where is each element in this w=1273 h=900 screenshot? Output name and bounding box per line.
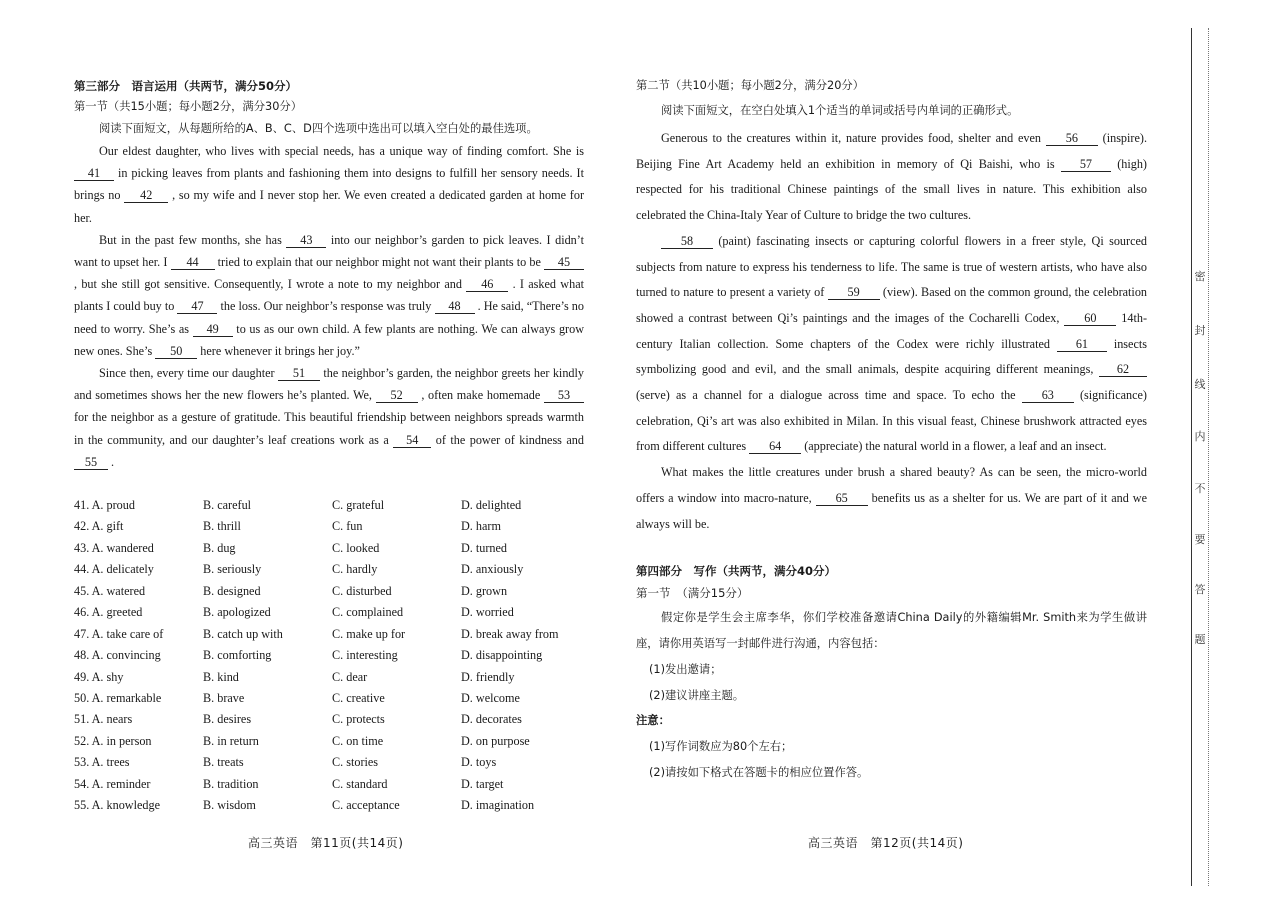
option-c[interactable]: C. dear [332, 669, 368, 684]
blank-54[interactable]: 54 [393, 434, 431, 448]
option-a[interactable]: 55. A. knowledge [74, 798, 160, 813]
option-b[interactable]: B. thrill [203, 519, 241, 534]
footer-left-page-number: 高三英语 第11页(共14页) [248, 836, 404, 850]
grammar-fill-instruction: 阅读下面短文，在空白处填入1个适当的单词或括号内单词的正确形式。 [661, 104, 1019, 117]
option-a[interactable]: 50. A. remarkable [74, 690, 162, 705]
blank-41[interactable]: 41 [74, 167, 114, 181]
blank-57[interactable]: 57 [1061, 158, 1111, 172]
option-b[interactable]: B. brave [203, 690, 245, 705]
note-title: 注意： [636, 714, 670, 728]
option-d[interactable]: D. friendly [461, 669, 515, 684]
section-two-title: 第二节（共10小题；每小题2分，满分20分） [636, 79, 864, 92]
binding-char: 不 [1194, 482, 1206, 495]
blank-52[interactable]: 52 [376, 389, 418, 403]
option-a[interactable]: 44. A. delicately [74, 562, 154, 577]
option-b[interactable]: B. catch up with [203, 626, 283, 641]
option-d[interactable]: D. break away from [461, 626, 559, 641]
option-b[interactable]: B. designed [203, 583, 261, 598]
option-c[interactable]: C. fun [332, 519, 363, 534]
cloze-instruction: 阅读下面短文，从每题所给的A、B、C、D四个选项中选出可以填入空白处的最佳选项。 [99, 122, 538, 135]
blank-46[interactable]: 46 [466, 278, 508, 292]
option-b[interactable]: B. wisdom [203, 798, 256, 813]
option-a[interactable]: 48. A. convincing [74, 648, 161, 663]
binding-char: 答 [1194, 583, 1206, 596]
option-c[interactable]: C. protects [332, 712, 385, 727]
option-a[interactable]: 52. A. in person [74, 733, 152, 748]
cloze-paragraph-3: Since then, every time our daughter 51 the neighbor’s garden, the neighbor greets her kindly and sometimes shows her the new flowers he’s planted. We, 52 , often make homemade 53 for the neighbor as a gesture of gratitude. This beautiful friendship between neighbors spreads warmth in the community, and our daughter’s leaf creations work as a 54 of the power of kindness and 55 . [74, 366, 584, 469]
note-2: (2)请按如下格式在答题卡的相应位置作答。 [649, 766, 869, 780]
right-column [636, 76, 1147, 786]
option-c[interactable]: C. complained [332, 605, 404, 620]
option-c[interactable]: C. looked [332, 540, 380, 555]
option-row-53 [74, 752, 574, 773]
option-c[interactable]: C. grateful [332, 498, 385, 512]
option-d[interactable]: D. welcome [461, 690, 520, 705]
option-a[interactable]: 45. A. watered [74, 583, 146, 598]
blank-65[interactable]: 65 [816, 492, 868, 506]
binding-char: 要 [1194, 533, 1206, 546]
option-b[interactable]: B. apologized [203, 605, 271, 620]
option-row-46 [74, 602, 574, 623]
binding-char: 密 [1194, 270, 1206, 283]
binding-dotted-line [1208, 28, 1209, 886]
option-d[interactable]: D. disappointing [461, 648, 543, 663]
binding-char: 封 [1194, 324, 1206, 337]
option-a[interactable]: 54. A. reminder [74, 776, 151, 791]
binding-char: 内 [1194, 430, 1206, 443]
option-a[interactable]: 41. A. proud [74, 498, 135, 512]
blank-50[interactable]: 50 [155, 345, 197, 359]
blank-53[interactable]: 53 [544, 389, 584, 403]
writing-point-2: (2)建议讲座主题。 [649, 688, 745, 702]
option-a[interactable]: 51. A. nears [74, 712, 133, 727]
blank-56[interactable]: 56 [1046, 132, 1098, 146]
option-row-49 [74, 667, 574, 688]
blank-42[interactable]: 42 [124, 189, 168, 203]
option-b[interactable]: B. dug [203, 540, 236, 555]
option-d[interactable]: D. turned [461, 540, 508, 555]
blank-62[interactable]: 62 [1099, 363, 1147, 377]
left-column [74, 76, 584, 473]
option-d[interactable]: D. toys [461, 755, 497, 770]
option-d[interactable]: D. on purpose [461, 733, 530, 748]
option-c[interactable]: C. standard [332, 776, 388, 791]
options-table [74, 495, 574, 817]
blank-44[interactable]: 44 [171, 256, 215, 270]
option-c[interactable]: C. creative [332, 690, 385, 705]
option-d[interactable]: D. worried [461, 605, 514, 620]
option-row-45 [74, 581, 574, 602]
section-one-title: 第一节（共15小题；每小题2分，满分30分） [74, 100, 302, 113]
option-row-48 [74, 645, 574, 666]
blank-59[interactable]: 59 [828, 286, 880, 300]
cloze-paragraph-1: Our eldest daughter, who lives with special needs, has a unique way of finding comfort. She is 41 in picking leaves from plants and fashioning them into designs to fulfill her sensory needs. It brings no 42 , so my wife and I never stop her. We even created a dedicated garden at home for her. [74, 144, 585, 225]
option-a[interactable]: 42. A. gift [74, 519, 124, 534]
footer-right-page-number: 高三英语 第12页(共14页) [808, 836, 964, 850]
blank-49[interactable]: 49 [193, 323, 233, 337]
option-c[interactable]: C. disturbed [332, 583, 392, 598]
option-a[interactable]: 46. A. greeted [74, 605, 143, 620]
option-row-54 [74, 774, 574, 795]
option-row-51 [74, 709, 574, 730]
binding-char: 线 [1194, 378, 1206, 391]
binding-border-line [1191, 28, 1192, 886]
option-row-47 [74, 624, 574, 645]
option-a[interactable]: 47. A. take care of [74, 626, 164, 641]
option-b[interactable]: B. careful [203, 498, 252, 512]
note-1: (1)写作词数应为80个左右； [649, 740, 793, 754]
option-row-41 [74, 495, 574, 516]
writing-point-1: (1)发出邀请； [649, 662, 722, 676]
part-four-title: 第四部分 写作（共两节，满分40分） [636, 564, 837, 579]
option-a[interactable]: 43. A. wandered [74, 540, 154, 555]
blank-64[interactable]: 64 [749, 440, 801, 454]
option-row-50 [74, 688, 574, 709]
option-row-43 [74, 538, 574, 559]
option-c[interactable]: C. on time [332, 733, 384, 748]
option-d[interactable]: D. grown [461, 583, 508, 598]
option-c[interactable]: C. acceptance [332, 798, 400, 813]
option-c[interactable]: C. hardly [332, 562, 378, 577]
option-b[interactable]: B. comforting [203, 648, 272, 663]
part-three-title: 第三部分 语言运用（共两节，满分50分） [74, 79, 298, 93]
option-b[interactable]: B. seriously [203, 562, 262, 577]
blank-45[interactable]: 45 [544, 256, 584, 270]
option-d[interactable]: D. imagination [461, 798, 535, 813]
option-c[interactable]: C. stories [332, 755, 379, 770]
option-d[interactable]: D. delighted [461, 498, 522, 512]
blank-47[interactable]: 47 [177, 300, 217, 314]
blank-43[interactable]: 43 [286, 234, 326, 248]
option-d[interactable]: D. anxiously [461, 562, 524, 577]
blank-51[interactable]: 51 [278, 367, 320, 381]
option-b[interactable]: B. in return [203, 733, 259, 748]
option-d[interactable]: D. harm [461, 519, 501, 534]
grammar-paragraph-2: 58 (paint) fascinating insects or capturing colorful flowers in a freer style, Qi sourced subjects from nature to express his tenderness to life. The same is true of western artists, who have also turned to nature to present a variety of 59 (view). Based on the common ground, the celebration showed a contrast between Qi’s paintings and the images of the Cocharelli Codex, 60 14th-century Italian collection. Some chapters of the Codex were richly illustrated 61 insects symbolizing good and evil, and the small animals, despite acquiring different meanings, 62 (serve) as a channel for a dialogue across time and space. To echo the 63 (significance) celebration, Qi’s art was also exhibited in Milan. In this visual feast, Chinese brushwork attracted eyes from different cultures 64 (appreciate) the natural world in a flower, a leaf and an insect. [636, 233, 1148, 454]
binding-char: 题 [1194, 633, 1206, 646]
option-row-55 [74, 795, 574, 816]
blank-63[interactable]: 63 [1022, 389, 1074, 403]
grammar-paragraph-1: Generous to the creatures within it, nature provides food, shelter and even 56 (inspire). Beijing Fine Art Academy held an exhibition in memory of Qi Baishi, who is 57 (high) respected for his traditional Chinese paintings of the small lives in nature. This exhibition also celebrated the China-Italy Year of Culture to bridge the two cultures. [636, 131, 1147, 223]
blank-48[interactable]: 48 [435, 300, 475, 314]
option-row-52 [74, 731, 574, 752]
option-a[interactable]: 53. A. trees [74, 755, 130, 770]
blank-58[interactable]: 58 [661, 235, 713, 249]
blank-60[interactable]: 60 [1064, 312, 1116, 326]
option-b[interactable]: B. kind [203, 669, 239, 684]
writing-section-title: 第一节 （满分15分） [636, 586, 749, 601]
cloze-paragraph-2: But in the past few months, she has 43 into our neighbor’s garden to pick leaves. I didn’t want to upset her. I 44 tried to explain that our neighbor might not want their plants to be 45 , but she still got sensitive. Consequently, I wrote a note to my neighbor and 46 . I asked what plants I could buy to 47 the loss. Our neighbor’s response was truly 48 . He said, “There’s no need to worry. She’s as 49 to us as our own child. A few plants are nothing. We can always grow new ones. She’s 50 here whenever it brings her joy.” [74, 232, 584, 358]
writing-prompt: 假定你是学生会主席李华，你们学校准备邀请China Daily的外籍编辑Mr. Smith来为学生做讲座，请你用英语写一封邮件进行沟通，内容包括： [636, 611, 1147, 651]
option-row-42 [74, 516, 574, 537]
grammar-paragraph-3: What makes the little creatures under brush a shared beauty? As can be seen, the micro-world offers a window into macro-nature, 65 benefits us as a shelter for us. We are part of it and we always will be. [636, 465, 1147, 531]
option-a[interactable]: 49. A. shy [74, 669, 124, 684]
option-b[interactable]: B. desires [203, 712, 252, 727]
option-c[interactable]: C. make up for [332, 626, 406, 641]
blank-61[interactable]: 61 [1057, 338, 1107, 352]
option-b[interactable]: B. tradition [203, 776, 259, 791]
option-c[interactable]: C. interesting [332, 648, 398, 663]
option-row-44 [74, 559, 574, 580]
option-b[interactable]: B. treats [203, 755, 244, 770]
option-d[interactable]: D. target [461, 776, 504, 791]
blank-55[interactable]: 55 [74, 456, 108, 470]
option-d[interactable]: D. decorates [461, 712, 522, 727]
